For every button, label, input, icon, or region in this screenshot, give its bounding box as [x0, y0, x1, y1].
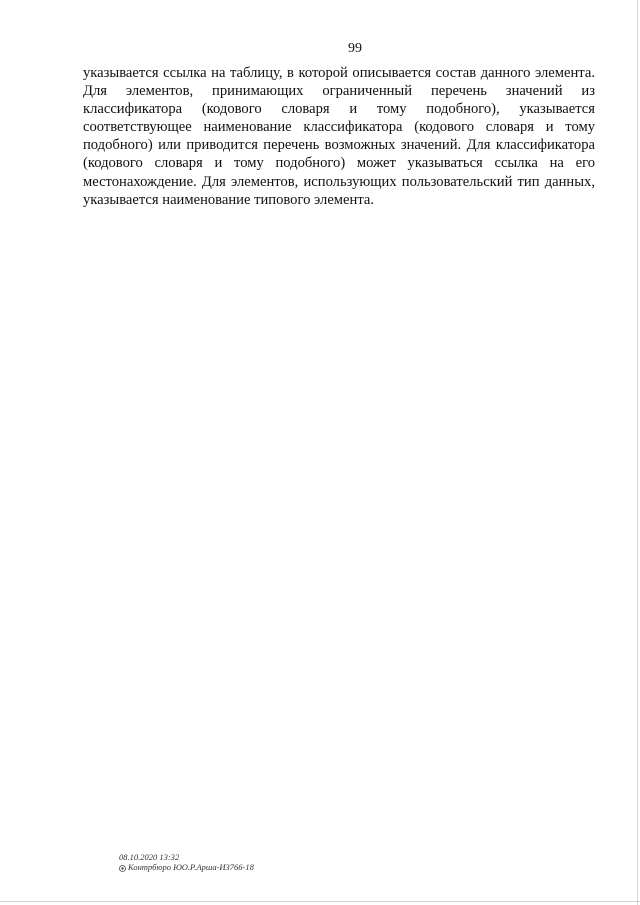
text-line: Для элементов, принимающих ограниченный перечень значений из: [83, 83, 595, 100]
footer-signature-text: Контрбюро ЮО.Р.Арша-И3766-18: [128, 862, 254, 872]
footer-stamp: [119, 852, 254, 872]
page-edge-right: [637, 0, 638, 905]
body-paragraph: [83, 64, 595, 209]
footer-timestamp: 08.10.2020 13:32: [119, 852, 180, 862]
text-line: указывается наименование типового элемента.: [83, 191, 375, 208]
page-number: 99: [348, 41, 362, 56]
text-line: указывается ссылка на таблицу, в которой описывается состав данного элемента.: [83, 65, 595, 81]
text-line: соответствующее наименование классификатора (кодового словаря и тому: [83, 119, 595, 136]
text-line: классификатора (кодового словаря и тому подобного), указывается: [83, 101, 595, 118]
text-line: (кодового словаря и тому подобного) может указываться ссылка на его: [83, 155, 595, 172]
stamp-icon: [119, 864, 126, 871]
text-line: местонахождение. Для элементов, использующих пользовательский тип данных,: [83, 173, 595, 190]
text-line: подобного) или приводится перечень возможных значений. Для классификатора: [83, 137, 595, 154]
footer-signature-row: [119, 862, 254, 872]
page-edge-bottom: [0, 901, 640, 902]
